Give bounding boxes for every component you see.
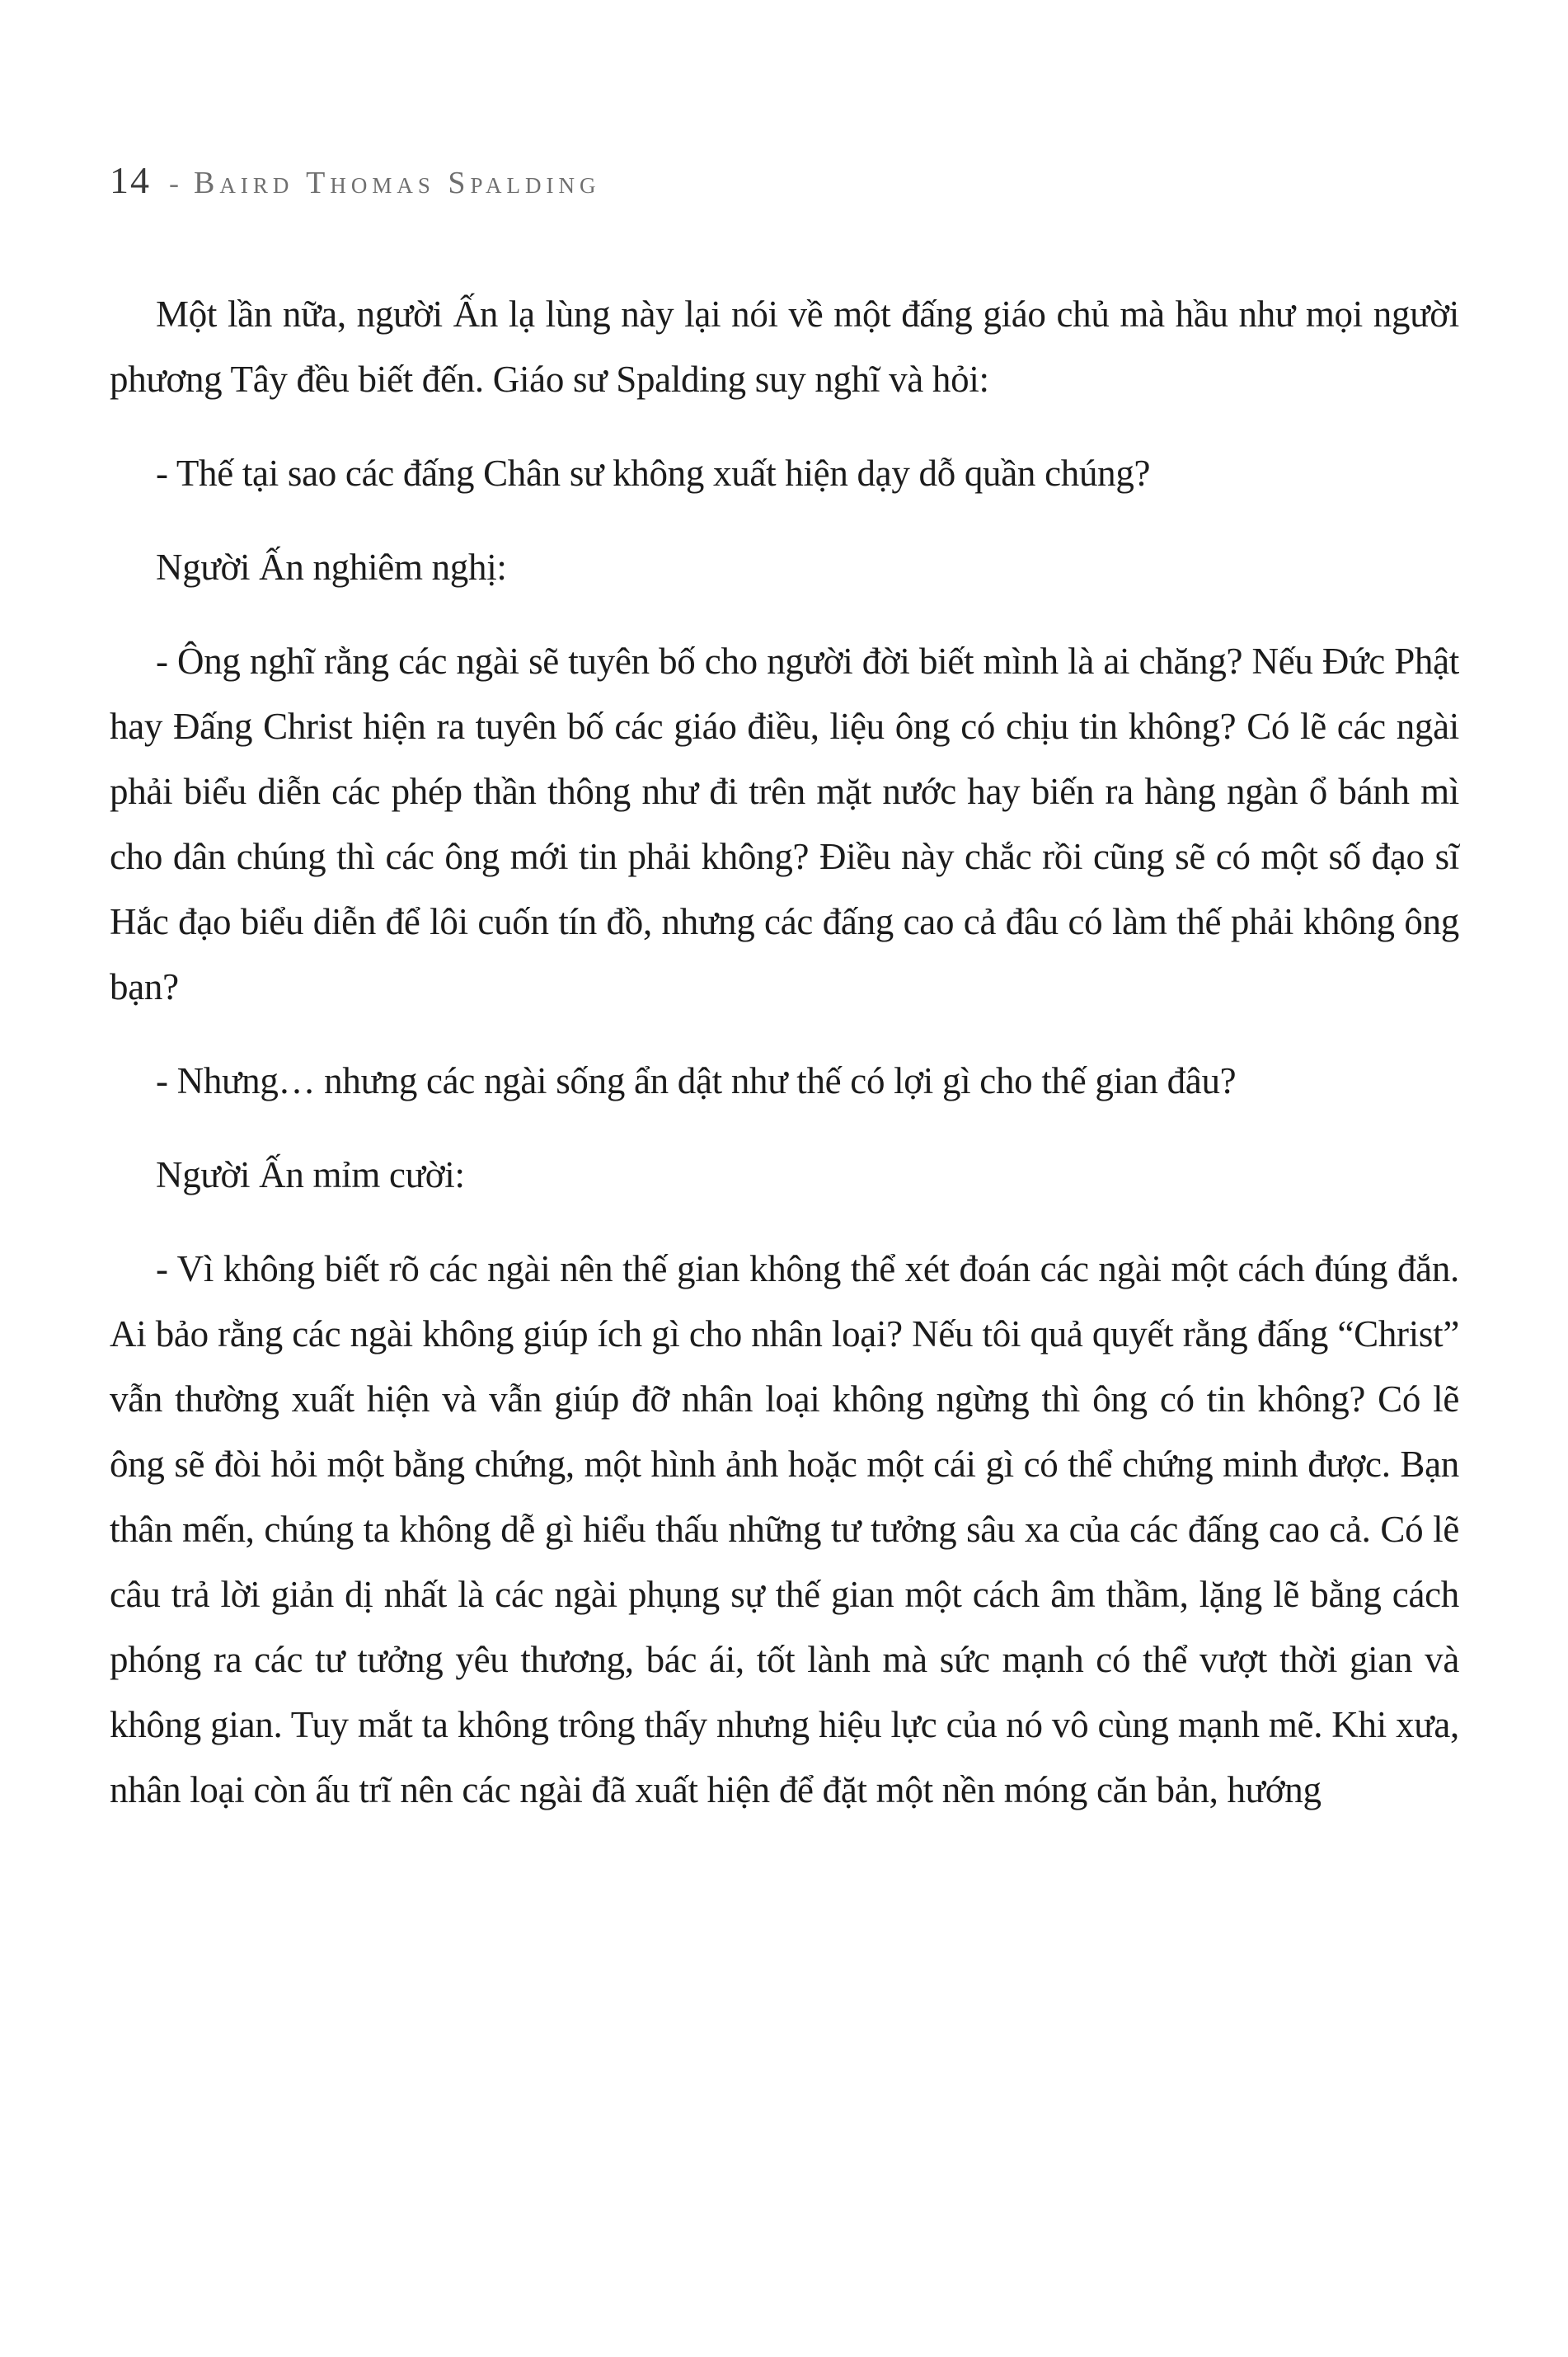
paragraph-narration-3: Người Ấn mỉm cười: xyxy=(156,1154,465,1195)
running-header xyxy=(110,158,601,202)
paragraph-dialogue-spalding-2: - Nhưng… nhưng các ngài sống ẩn dật như thế có lợi gì cho thế gian đâu? xyxy=(156,1060,1237,1101)
paragraph-narration-1: Một lần nữa, người Ấn lạ lùng này lại nói về một đấng giáo chủ mà hầu như mọi người phương Tây đều biết đến. Giáo sư Spalding suy nghĩ và hỏi: xyxy=(110,293,1459,400)
paragraph-dialogue-spalding: - Thế tại sao các đấng Chân sư không xuất hiện dạy dỗ quần chúng? xyxy=(156,453,1151,494)
page-body xyxy=(110,282,1459,1852)
paragraph-narration-2: Người Ấn nghiêm nghị: xyxy=(156,547,507,588)
header-book-title: Baird Thomas Spalding xyxy=(194,166,601,200)
paragraph-dialogue-indian-2: - Vì không biết rõ các ngài nên thế gian không thể xét đoán các ngài một cách đúng đắn. Ai bảo rằng các ngài không giúp ích gì cho nhân loại? Nếu tôi quả quyết rằng đấng “Christ” vẫn thường xuất hiện và vẫn giúp đỡ nhân loại không ngừng thì ông có tin không? Có lẽ ông sẽ đòi hỏi một bằng chứng, một hình ảnh hoặc một cái gì có thể chứng minh được. Bạn thân mến, chúng ta không dễ gì hiểu thấu những tư tưởng sâu xa của các đấng cao cả. Có lẽ câu trả lời giản dị nhất là các ngài phụng sự thế gian một cách âm thầm, lặng lẽ bằng cách phóng ra các tư tưởng yêu thương, bác ái, tốt lành mà sức mạnh có thể vượt thời gian và không gian. Tuy mắt ta không trông thấy nhưng hiệu lực của nó vô cùng mạnh mẽ. Khi xưa, nhân loại còn ấu trĩ nên các ngài đã xuất hiện để đặt một nền móng căn bản, hướng xyxy=(110,1248,1459,1810)
page-number: 14 xyxy=(110,159,151,201)
header-separator: - xyxy=(169,167,179,200)
paragraph-dialogue-indian-1: - Ông nghĩ rằng các ngài sẽ tuyên bố cho người đời biết mình là ai chăng? Nếu Đức Phật hay Đấng Christ hiện ra tuyên bố các giáo điều, liệu ông có chịu tin không? Có lẽ các ngài phải biểu diễn các phép thần thông như đi trên mặt nước hay biến ra hàng ngàn ổ bánh mì cho dân chúng thì các ông mới tin phải không? Điều này chắc rồi cũng sẽ có một số đạo sĩ Hắc đạo biểu diễn để lôi cuốn tín đồ, nhưng các đấng cao cả đâu có làm thế phải không ông bạn? xyxy=(110,641,1459,1007)
